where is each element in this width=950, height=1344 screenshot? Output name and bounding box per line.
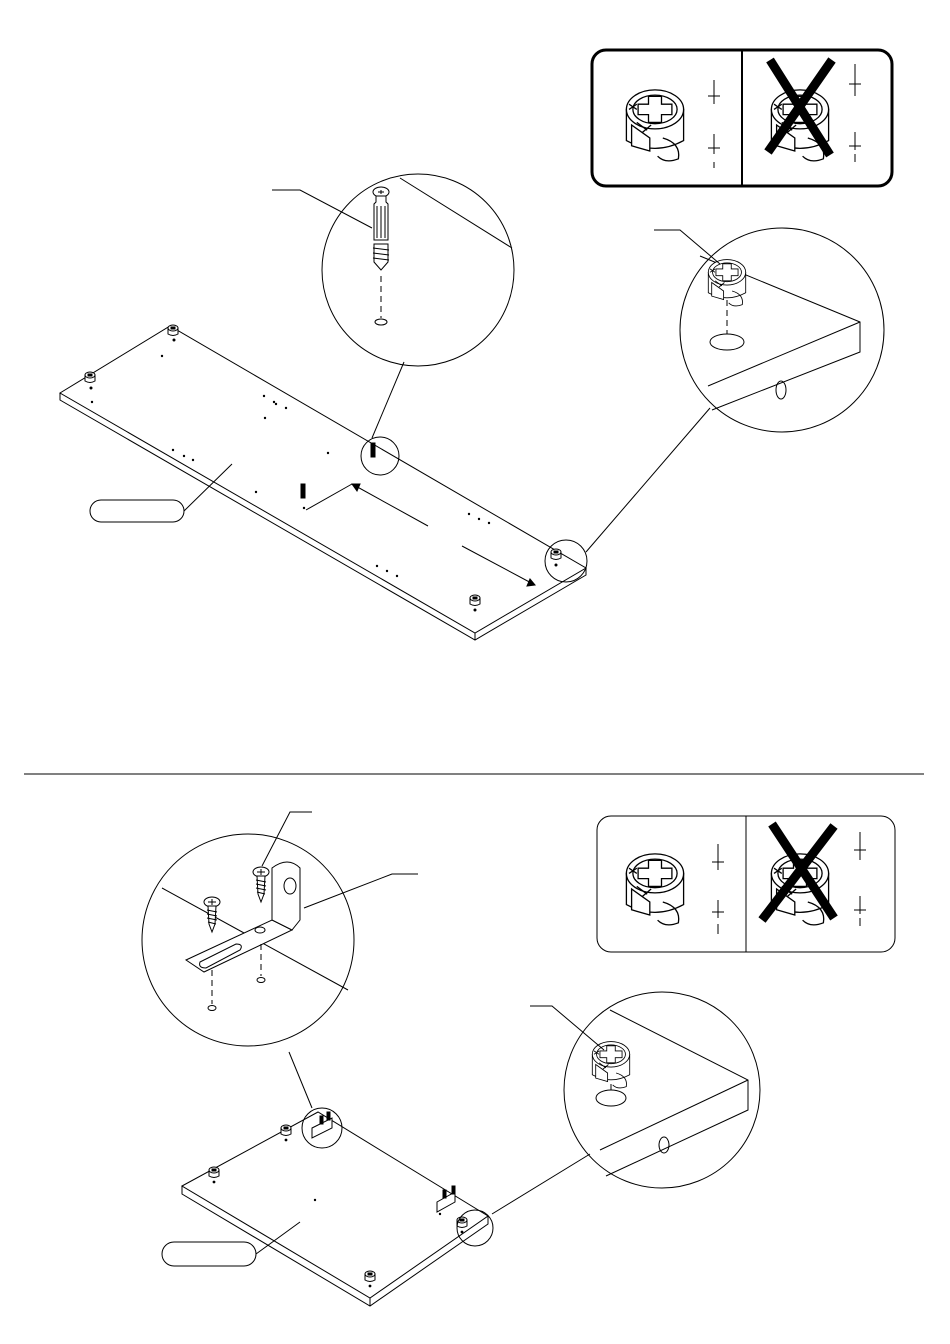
- step-2: [142, 812, 895, 1306]
- cam-lock-icon: [592, 1042, 629, 1088]
- cam-lock-correct-icon: [626, 844, 724, 934]
- cam-lock-incorrect-icon: [768, 60, 861, 162]
- cam-orientation-box-1: [592, 50, 892, 186]
- short-panel: [182, 1112, 488, 1306]
- cam-lock-icon: [365, 1271, 375, 1282]
- detail-circle-bracket: [142, 812, 418, 1148]
- cam-lock-icon: [209, 1167, 219, 1178]
- wood-dowel-icon: [373, 187, 389, 270]
- cam-lock-icon: [708, 260, 745, 306]
- cam-lock-icon: [551, 549, 561, 560]
- cam-lock-icon: [85, 372, 95, 383]
- step-1: [60, 50, 892, 640]
- cam-lock-icon: [457, 1217, 467, 1228]
- long-panel: [60, 325, 586, 640]
- cam-lock-correct-icon: [626, 80, 720, 168]
- detail-circle-cam: [545, 228, 884, 582]
- cam-lock-icon: [281, 1125, 291, 1136]
- screw-icon: [253, 867, 269, 902]
- detail-circle-cam-2: [457, 992, 760, 1246]
- cam-lock-icon: [168, 325, 178, 336]
- angle-bracket-icon: [186, 862, 300, 972]
- screw-icon: [204, 897, 220, 932]
- cam-lock-incorrect-icon: [762, 824, 866, 926]
- cam-lock-icon: [470, 595, 480, 606]
- cam-orientation-box-2: [597, 816, 895, 952]
